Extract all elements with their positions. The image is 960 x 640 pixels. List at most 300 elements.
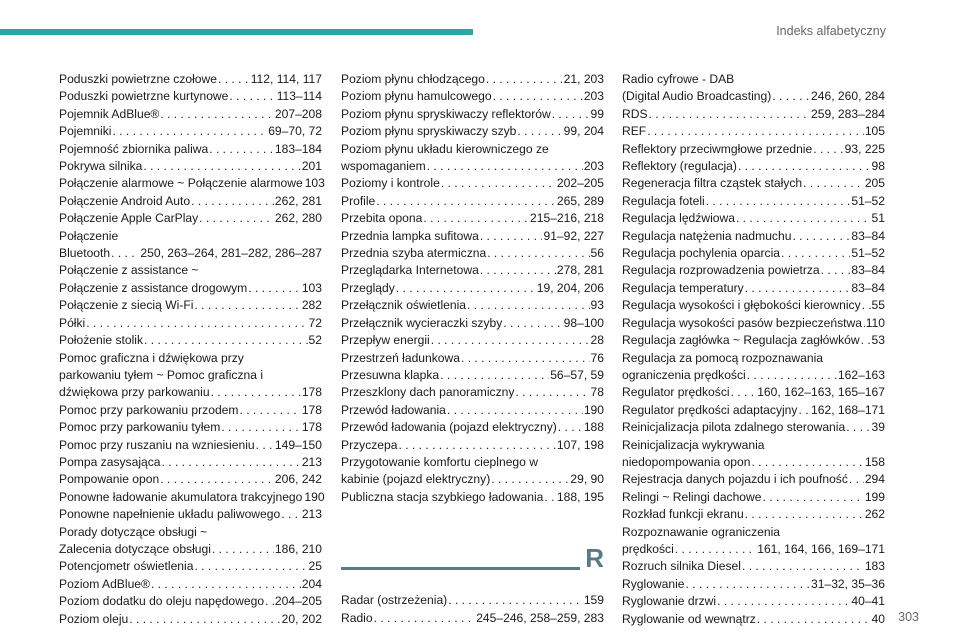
index-term: Poduszki powietrzne czołowe (59, 72, 217, 86)
dot-leader (763, 489, 864, 506)
index-entry-line (59, 106, 322, 123)
index-term: Poziom płynu spryskiwaczy reflektorów (341, 106, 551, 121)
index-entry-line (59, 506, 322, 523)
index-page-refs: 40 (871, 611, 885, 626)
dot-leader (736, 210, 871, 227)
index-entry (59, 506, 322, 523)
dot-leader (427, 158, 583, 175)
index-page-refs: 188 (583, 420, 604, 435)
index-entry (59, 158, 322, 175)
index-entry (59, 611, 322, 628)
index-entry (341, 193, 604, 210)
index-column-2 (341, 71, 604, 627)
index-entry (341, 297, 604, 314)
index-term: Poziom oleju (59, 611, 129, 626)
section-divider (341, 543, 604, 586)
index-entry-line (622, 228, 885, 245)
index-term: Regulacja za pomocą rozpoznawania (622, 350, 824, 365)
index-entry (622, 262, 885, 279)
index-entry-line (59, 541, 322, 558)
index-page-refs: 199 (864, 489, 885, 504)
index-term: Połączenie Android Auto (59, 193, 191, 208)
dot-leader (151, 576, 301, 593)
index-term: Reflektory (regulacja) (622, 159, 737, 174)
index-entry (622, 158, 885, 175)
index-page-refs: 99 (590, 106, 604, 121)
index-entry-line (59, 141, 322, 158)
index-term: niedopompowania opon (622, 454, 751, 469)
index-term: Połączenie Apple CarPlay (59, 211, 199, 226)
index-term: Przepływ energii (341, 333, 430, 348)
dot-leader (675, 541, 756, 558)
dot-leader (229, 88, 275, 105)
dot-leader (162, 454, 301, 471)
index-entry (341, 123, 604, 140)
index-term: Regulacja zagłówka ~ Regulacja zagłówków (622, 333, 860, 348)
index-column-3 (622, 71, 885, 628)
index-page-refs: 52 (308, 333, 322, 348)
index-page-refs: 262, 280 (274, 211, 322, 226)
dot-leader (194, 297, 300, 314)
dot-leader (160, 471, 274, 488)
index-term: Zalecenia dotyczące obsługi (59, 541, 211, 556)
index-entry (59, 175, 325, 192)
index-entry (622, 315, 885, 332)
dot-leader (111, 245, 139, 262)
dot-leader (248, 280, 301, 297)
index-term: Przeszklony dach panoramiczny (341, 385, 515, 400)
index-entry-line (341, 315, 604, 332)
index-entry (341, 332, 604, 349)
index-entry (59, 228, 322, 263)
index-entry-line (59, 71, 322, 88)
index-term: Bluetooth (59, 246, 111, 261)
dot-leader (431, 332, 590, 349)
index-term: RDS (622, 106, 648, 121)
dot-leader (160, 106, 274, 123)
index-entry (622, 576, 885, 593)
index-page-refs: 99, 204 (563, 124, 604, 139)
index-entry-line (341, 350, 604, 367)
index-entry-line (622, 454, 885, 471)
index-term: Regulator prędkości (622, 385, 730, 400)
index-entry-line (59, 471, 322, 488)
index-term: Przednia szyba atermiczna (341, 246, 487, 261)
dot-leader (218, 71, 250, 88)
dot-leader (256, 437, 274, 454)
index-entry (341, 245, 604, 262)
index-term: prędkości (622, 541, 674, 556)
index-term: (Digital Audio Broadcasting) (622, 89, 772, 104)
index-entry-line (622, 611, 885, 628)
index-term: Przełącznik oświetlenia (341, 298, 467, 313)
index-term: Pompowanie opon (59, 472, 160, 487)
index-entry (341, 610, 604, 627)
dot-leader (239, 402, 300, 419)
index-page-refs: 40–41 (851, 594, 885, 609)
index-term: Poziom AdBlue® (59, 576, 150, 591)
dot-leader (813, 141, 843, 158)
index-entry-line (622, 175, 885, 192)
index-page-refs: 190 (304, 489, 325, 504)
index-entry (341, 175, 604, 192)
index-entry (622, 593, 885, 610)
dot-leader (821, 262, 851, 279)
dot-leader (441, 175, 556, 192)
index-term: Pomoc przy ruszaniu na wzniesieniu (59, 437, 255, 452)
dot-leader (757, 611, 871, 628)
index-entry (341, 489, 604, 506)
header-accent-bar (0, 29, 473, 35)
index-entry (622, 332, 885, 349)
dot-leader (515, 384, 589, 401)
dot-leader (649, 106, 810, 123)
dot-leader (863, 315, 865, 332)
index-entry (622, 384, 885, 401)
index-entry-line (622, 297, 885, 314)
index-term: Rozruch silnika Diesel (622, 559, 741, 574)
dot-leader (209, 141, 274, 158)
dot-leader (265, 593, 274, 610)
index-entry-line (59, 88, 322, 105)
dot-leader (544, 489, 556, 506)
index-page-refs: 25 (308, 559, 322, 574)
index-page-refs: 246, 260, 284 (811, 89, 885, 104)
index-page-refs: 186, 210 (274, 541, 322, 556)
index-entry (341, 141, 604, 176)
dot-leader (144, 332, 308, 349)
index-entry (59, 193, 322, 210)
index-entry (59, 471, 322, 488)
index-entry-line (622, 158, 885, 175)
index-term: Pompa zasysająca (59, 454, 161, 469)
index-entry-line (622, 106, 885, 123)
dot-leader (480, 228, 543, 245)
dot-leader (211, 384, 301, 401)
index-term: Regulacja wysokości pasów bezpieczeństwa (622, 315, 862, 330)
index-term: Przebita opona (341, 211, 423, 226)
index-entry (341, 315, 604, 332)
index-entry (341, 402, 604, 419)
index-entry (59, 297, 322, 314)
index-term: Połączenie z siecią Wi-Fi (59, 298, 194, 313)
index-term: Połączenie (59, 228, 119, 243)
index-entry (341, 350, 604, 367)
index-entry (341, 71, 604, 88)
index-page-refs: 113–114 (276, 89, 322, 104)
index-term: Położenie stolik (59, 333, 144, 348)
index-entry (622, 175, 885, 192)
index-page-refs: 202–205 (556, 176, 604, 191)
page-header-title: Indeks alfabetyczny (776, 24, 886, 38)
dot-leader (191, 193, 274, 210)
index-entry-line (59, 558, 322, 575)
index-page-refs: 161, 164, 166, 169–171 (757, 541, 885, 556)
dot-leader (731, 384, 757, 401)
index-term: Ryglowanie (622, 576, 685, 591)
index-term: Poziomy i kontrole (341, 176, 440, 191)
index-page-refs: 31–32, 35–36 (811, 576, 885, 591)
index-entry-line (341, 610, 604, 627)
index-page-refs: 250, 263–264, 281–282, 286–287 (140, 246, 322, 261)
index-page-refs: 19, 204, 206 (536, 280, 604, 295)
index-entry-line (622, 489, 885, 506)
dot-leader (772, 88, 810, 105)
index-page-refs: 201 (301, 159, 322, 174)
dot-leader (448, 592, 583, 609)
dot-leader (745, 506, 864, 523)
index-page-refs: 190 (583, 402, 604, 417)
dot-leader (467, 297, 590, 314)
index-entry-line (341, 437, 604, 454)
index-entry (622, 402, 885, 419)
index-term: Przeglądy (341, 280, 395, 295)
index-entry (59, 88, 322, 105)
index-entry (341, 454, 604, 489)
index-term: Przewód ładowania (341, 402, 446, 417)
index-term: Przednia lampka sufitowa (341, 228, 479, 243)
index-term: Regeneracja filtra cząstek stałych (622, 176, 803, 191)
index-term: Połączenie z assistance drogowym (59, 280, 248, 295)
index-entry (622, 419, 885, 436)
index-entry-line (341, 592, 604, 609)
index-entry (59, 332, 322, 349)
index-entry-line (341, 158, 604, 175)
index-page-refs: 78 (590, 385, 604, 400)
index-term: Reflektory przeciwmgłowe przednie (622, 141, 813, 156)
index-entry-line (622, 193, 885, 210)
index-page-refs: 105 (864, 124, 885, 139)
index-entry (622, 280, 885, 297)
index-page-refs: 20, 202 (281, 611, 322, 626)
index-entry-line (59, 384, 322, 401)
index-term: Porady dotyczące obsługi ~ (59, 524, 208, 539)
index-term: Ryglowanie od wewnątrz (622, 611, 756, 626)
index-page-refs: 188, 195 (556, 489, 604, 504)
index-entry-line (341, 262, 604, 279)
dot-leader (86, 315, 307, 332)
index-entry (59, 576, 322, 593)
index-term: Przestrzeń ładunkowa (341, 350, 460, 365)
index-entry (622, 106, 885, 123)
index-term: Ryglowanie drzwi (622, 594, 717, 609)
index-entry-line (622, 402, 885, 419)
index-entry (622, 210, 885, 227)
index-term: Publiczna stacja szybkiego ładowania (341, 489, 544, 504)
index-page-refs: 51 (871, 211, 885, 226)
index-entry (622, 558, 885, 575)
index-page-refs: 39 (871, 420, 885, 435)
index-term: Pojemnik AdBlue® (59, 106, 160, 121)
dot-leader (503, 315, 562, 332)
index-column-1 (59, 71, 325, 628)
index-entry (341, 106, 604, 123)
dot-leader (491, 471, 569, 488)
index-entry-line (622, 262, 885, 279)
index-page-refs: 103 (304, 176, 325, 191)
index-entry (341, 384, 604, 401)
index-entry-line (341, 367, 604, 384)
index-entry (622, 489, 885, 506)
index-entry (622, 245, 885, 262)
index-term: Ponowne napełnienie układu paliwowego (59, 507, 281, 522)
index-term: Regulacja lędźwiowa (622, 211, 735, 226)
index-page-refs: 178 (301, 420, 322, 435)
index-entry-line (622, 123, 885, 140)
index-page-refs: 294 (864, 472, 885, 487)
index-page-refs: 207–208 (274, 106, 322, 121)
index-term: Połączenie z assistance ~ (59, 263, 199, 278)
dot-leader (396, 280, 536, 297)
dot-leader (742, 558, 864, 575)
index-entry (59, 141, 322, 158)
index-entry-line (341, 297, 604, 314)
index-entry (341, 262, 604, 279)
index-page-refs: 103 (301, 280, 322, 295)
index-term: Przyczepa (341, 437, 398, 452)
index-entry (622, 524, 885, 559)
index-entry-line (622, 471, 885, 488)
index-entry-line (622, 593, 885, 610)
index-entry-line (622, 506, 885, 523)
index-term: Regulacja temperatury (622, 280, 744, 295)
index-entry (622, 471, 885, 488)
dot-leader (803, 175, 864, 192)
index-term: Poziom płynu hamulcowego (341, 89, 492, 104)
index-entry-line (341, 193, 604, 210)
index-entry-line (622, 384, 885, 401)
index-entry-line (341, 123, 604, 140)
dot-leader (552, 106, 590, 123)
index-page-refs: 29, 90 (570, 472, 604, 487)
index-page-refs: 262 (864, 507, 885, 522)
index-page-refs: 215–216, 218 (530, 211, 604, 226)
dot-leader (717, 593, 850, 610)
index-page-refs: 265, 289 (556, 193, 604, 208)
index-entry (59, 489, 325, 506)
index-entry-line (622, 558, 885, 575)
dot-leader (686, 576, 810, 593)
index-page-refs: 213 (301, 454, 322, 469)
index-term: Półki (59, 315, 86, 330)
index-term: Ponowne ładowanie akumulatora trakcyjnego (59, 489, 303, 504)
index-entry-line (622, 245, 885, 262)
index-entry-line (59, 175, 325, 192)
index-page-refs: 162, 168–171 (811, 402, 885, 417)
index-page-refs: 203 (583, 159, 604, 174)
section-rule (341, 567, 580, 570)
index-entry (341, 280, 604, 297)
index-entry-line (341, 489, 604, 506)
index-page-refs: 55 (871, 298, 885, 313)
index-entry (341, 88, 604, 105)
index-entry (341, 437, 604, 454)
index-entry-line (341, 245, 604, 262)
index-entry-line (341, 228, 604, 245)
index-entry (59, 106, 322, 123)
dot-leader (212, 541, 274, 558)
index-entry (59, 437, 322, 454)
index-entry (59, 123, 322, 140)
index-page-refs: 178 (301, 402, 322, 417)
index-entry (622, 193, 885, 210)
index-term: Reinicjalizacja pilota zdalnego sterowania (622, 420, 846, 435)
index-term: Przeglądarka Internetowa (341, 263, 479, 278)
index-page-refs: 159 (583, 593, 604, 608)
index-entry-line (622, 332, 885, 349)
dot-leader (194, 558, 307, 575)
index-page-refs: 51–52 (851, 193, 885, 208)
index-page-refs: 158 (864, 454, 885, 469)
dot-leader (861, 332, 871, 349)
index-entry-line (341, 402, 604, 419)
section-letter: R (585, 543, 604, 574)
dot-leader (143, 158, 300, 175)
index-term: Regulacja wysokości i głębokości kierownicy (622, 298, 861, 313)
index-page-refs: 56–57, 59 (550, 367, 604, 382)
index-term: Relingi ~ Relingi dachowe (622, 489, 762, 504)
index-entry (59, 262, 322, 297)
index-page-refs: 278, 281 (556, 263, 604, 278)
index-entry-line (622, 88, 885, 105)
index-page-refs: 107, 198 (556, 437, 604, 452)
index-page-refs: 162–163 (837, 367, 885, 382)
index-term: parkowaniu tyłem ~ Pomoc graficzna i (59, 367, 264, 382)
index-entry-line (341, 471, 604, 488)
index-entry-line (59, 245, 322, 262)
index-term: Pomoc przy parkowaniu tyłem (59, 420, 221, 435)
index-term: Pojemność zbiornika paliwa (59, 141, 209, 156)
index-page-refs: 28 (590, 333, 604, 348)
index-page-refs: 160, 162–163, 165–167 (757, 385, 885, 400)
index-page-refs: 245–246, 258–259, 283 (476, 610, 604, 625)
index-page-refs: 110 (865, 315, 885, 330)
index-term: Poziom płynu chłodzącego (341, 72, 485, 86)
index-term: Regulacja rozprowadzenia powietrza (622, 263, 820, 278)
index-page-refs: 204–205 (274, 594, 322, 609)
index-entry (59, 402, 322, 419)
index-page-refs: 69–70, 72 (268, 124, 322, 139)
index-entry-line (59, 593, 322, 610)
index-page-refs: 98 (871, 159, 885, 174)
index-entry-line (341, 419, 604, 436)
index-term: REF (622, 124, 647, 139)
index-term: Pomoc przy parkowaniu przodem (59, 402, 239, 417)
index-entry (59, 210, 322, 227)
index-page-refs: 93, 225 (844, 141, 885, 156)
index-entry-line (622, 419, 885, 436)
dot-leader (112, 123, 267, 140)
index-entry-line (59, 315, 322, 332)
index-entry (59, 71, 322, 88)
index-entry (59, 350, 322, 402)
index-entry (59, 558, 322, 575)
index-entry (622, 228, 885, 245)
index-term: Pomoc graficzna i dźwiękowa przy (59, 350, 244, 365)
dot-leader (199, 210, 274, 227)
index-term: Rozkład funkcji ekranu (622, 507, 744, 522)
index-entry-line (622, 141, 885, 158)
index-entry (59, 593, 322, 610)
index-term: Radio (341, 610, 373, 625)
index-entry-line (341, 384, 604, 401)
index-page-refs: 149–150 (274, 437, 322, 452)
index-entry-line (59, 280, 322, 297)
index-term: Reinicjalizacja wykrywania (622, 437, 765, 452)
index-page-refs: 206, 242 (274, 472, 322, 487)
index-page-refs: 53 (871, 333, 885, 348)
dot-leader (781, 245, 850, 262)
